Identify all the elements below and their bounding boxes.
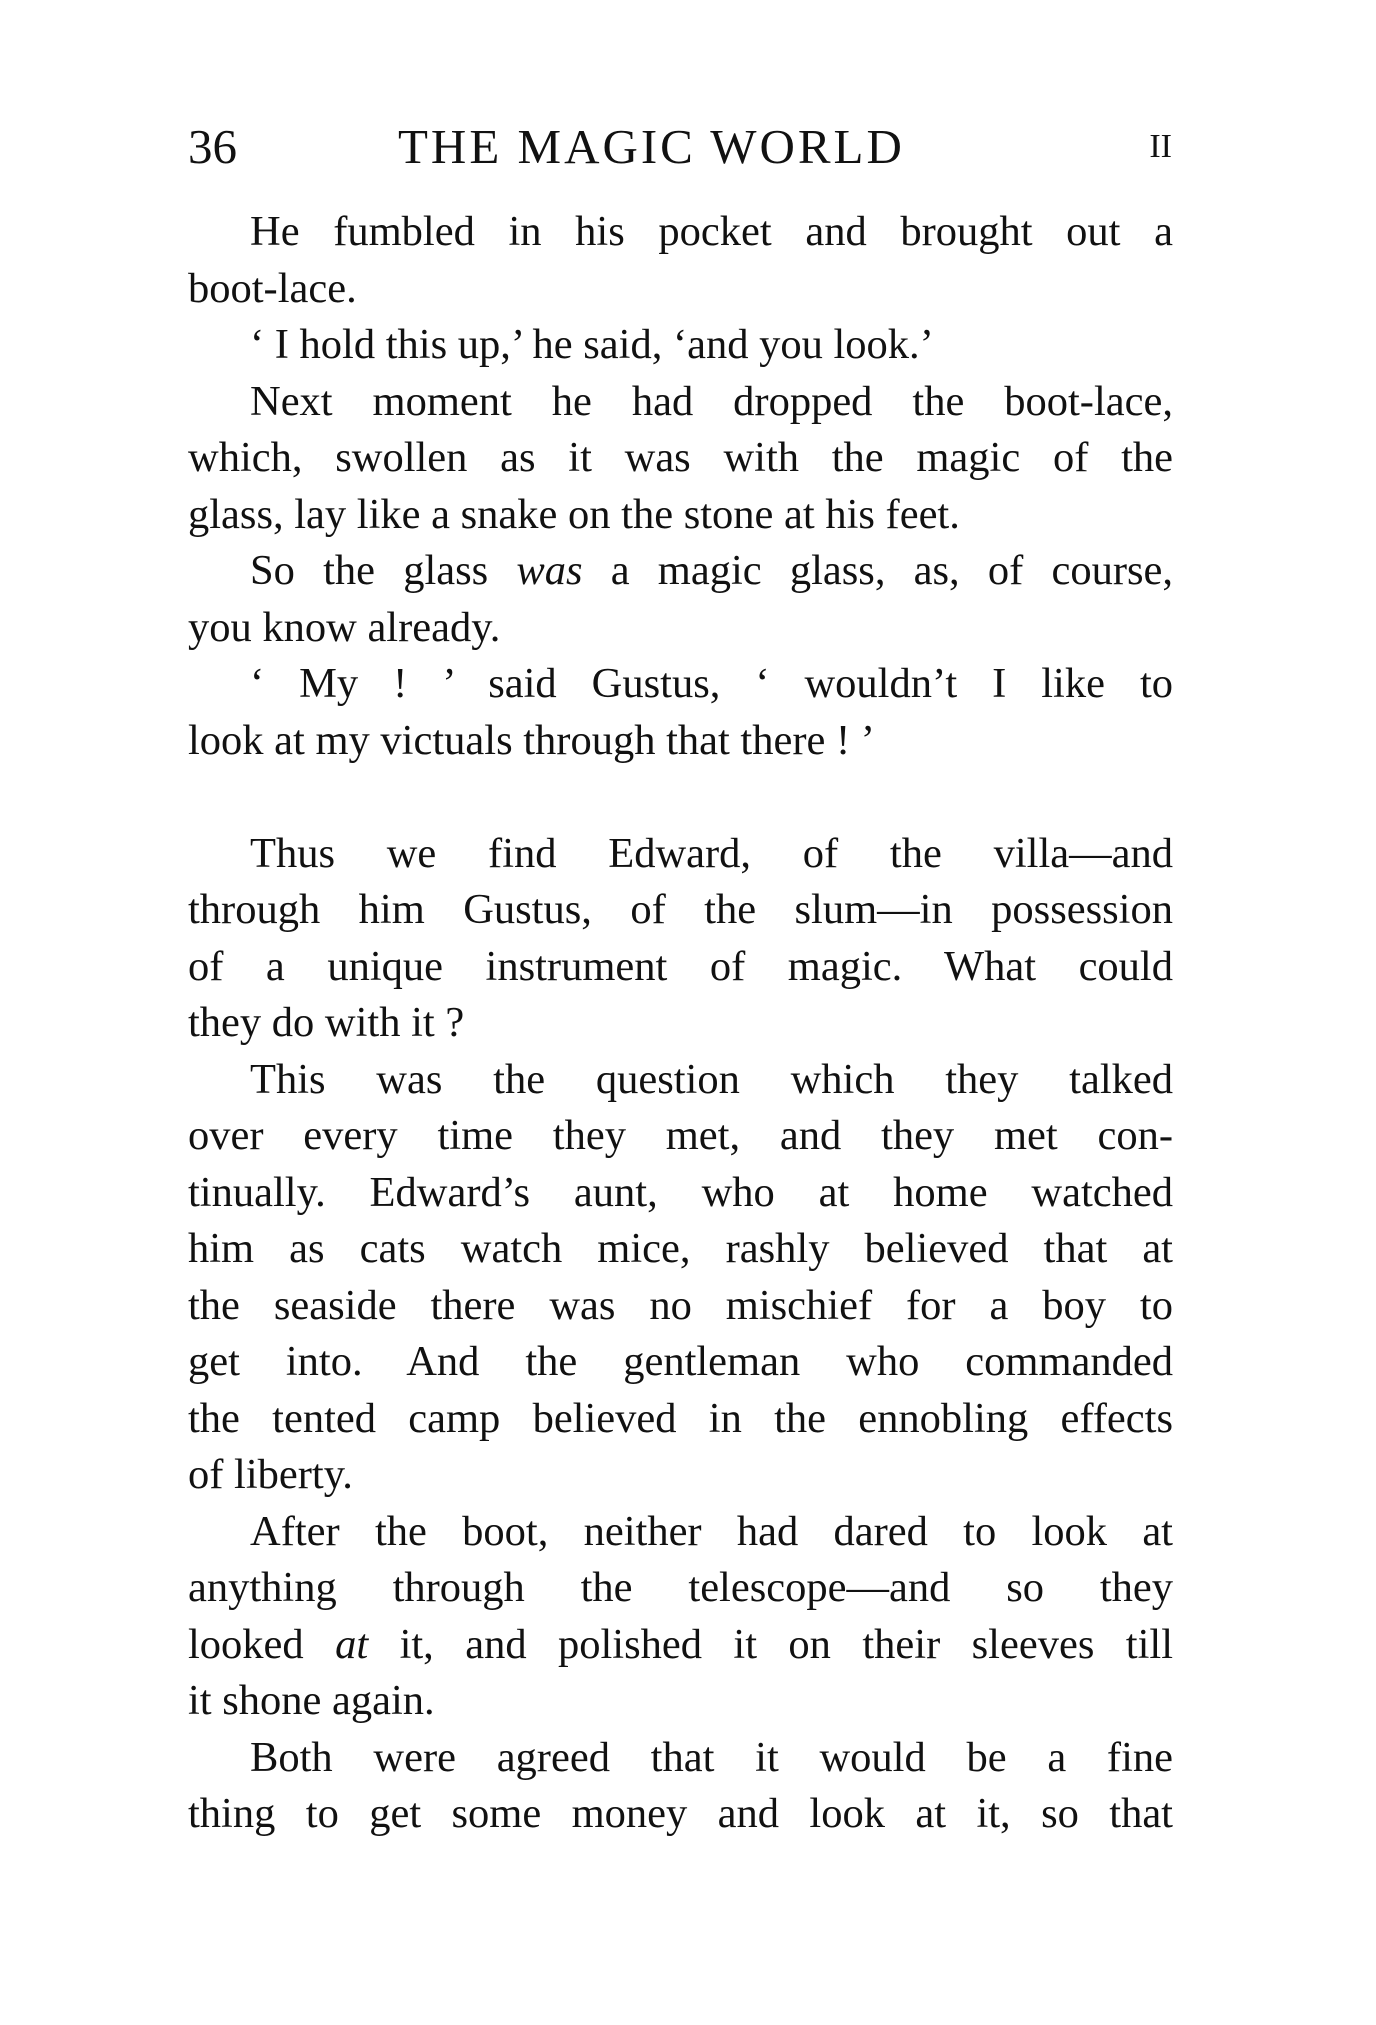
- text-line: This was the question which they talked: [250, 1055, 1173, 1103]
- text-line: ‘ I hold this up,’ he said, ‘and you look.’: [250, 321, 934, 368]
- text-run: it, and polished it on their sleeves till: [368, 1620, 1173, 1668]
- emphasis: at: [335, 1620, 369, 1668]
- text-line: which, swollen as it was with the magic of the: [188, 434, 1173, 481]
- text-line: through him Gustus, of the slum—in possession: [188, 886, 1173, 933]
- text-line: [188, 543, 1173, 600]
- text-line: the seaside there was no mischief for a boy to: [188, 1281, 1173, 1329]
- text-line: anything through the telescope—and so they: [188, 1564, 1173, 1611]
- paragraph-3: [188, 374, 1173, 544]
- paragraph-5: [188, 656, 1173, 769]
- body-text: [188, 204, 1173, 1843]
- paragraph-4: [188, 543, 1173, 656]
- paragraph-2: [188, 317, 1173, 374]
- text-line: tinually. Edward’s aunt, who at home watched: [188, 1168, 1173, 1216]
- text-line: they do with it ?: [188, 999, 465, 1046]
- text-line: you know already.: [188, 603, 501, 651]
- paragraph-6: [188, 826, 1173, 1052]
- text-line: Thus we find Edward, of the villa—and: [250, 829, 1173, 877]
- paragraph-8: [188, 1504, 1173, 1730]
- text-line: glass, lay like a snake on the stone at his feet.: [188, 490, 960, 538]
- text-line: [188, 1617, 1173, 1674]
- text-line: over every time they met, and they met con-: [188, 1112, 1173, 1159]
- text-line: of a unique instrument of magic. What could: [188, 942, 1173, 990]
- text-line: Both were agreed that it would be a fine: [250, 1733, 1173, 1781]
- text-run: So the glass: [250, 547, 517, 594]
- text-line: ‘ My ! ’ said Gustus, ‘ wouldn’t I like to: [250, 660, 1173, 707]
- running-title: THE MAGIC WORLD: [398, 119, 905, 174]
- running-header: [188, 112, 1188, 182]
- chapter-number: II: [1149, 128, 1172, 165]
- text-line: get into. And the gentleman who commanded: [188, 1338, 1173, 1385]
- text-line: Next moment he had dropped the boot-lace,: [250, 377, 1173, 425]
- text-line: He fumbled in his pocket and brought out a: [250, 208, 1173, 255]
- emphasis: was: [516, 547, 583, 594]
- text-line: boot-lace.: [188, 264, 357, 312]
- paragraph-7: [188, 1052, 1173, 1504]
- paragraph-1: [188, 204, 1173, 317]
- text-line: After the boot, neither had dared to look at: [250, 1507, 1173, 1555]
- text-line: him as cats watch mice, rashly believed that at: [188, 1225, 1173, 1272]
- text-run: a magic glass, as, of course,: [582, 547, 1173, 594]
- text-run: looked: [188, 1620, 336, 1668]
- page-number: 36: [188, 119, 237, 174]
- text-line: thing to get some money and look at it, so that: [188, 1790, 1173, 1837]
- paragraph-9: [188, 1730, 1173, 1843]
- text-line: of liberty.: [188, 1451, 353, 1498]
- text-line: the tented camp believed in the ennobling effects: [188, 1394, 1173, 1442]
- section-break: [188, 769, 1173, 826]
- text-line: look at my victuals through that there ! ’: [188, 716, 875, 764]
- text-line: it shone again.: [188, 1677, 435, 1724]
